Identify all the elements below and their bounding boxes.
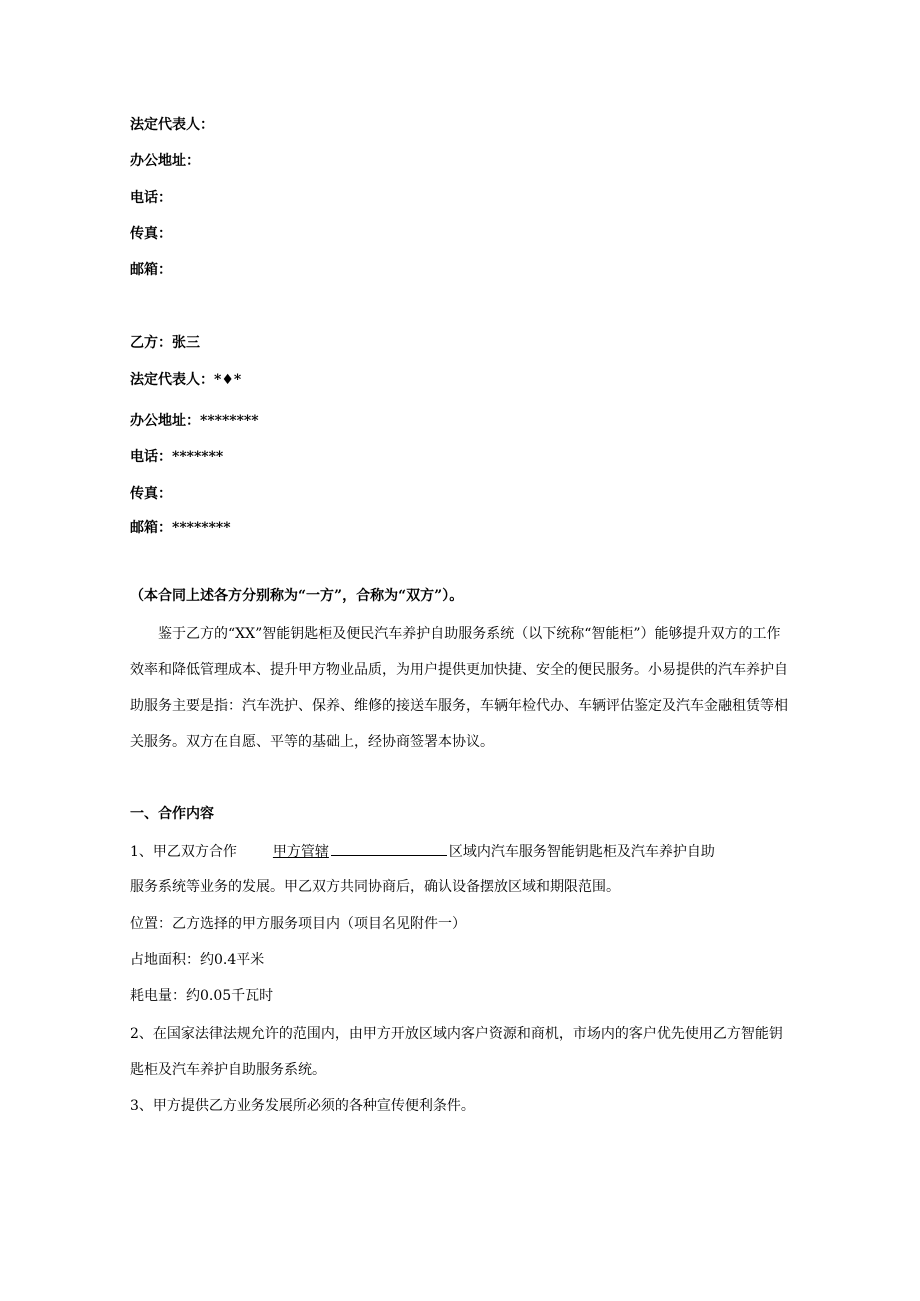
clause-1-underlined: 甲方管辖 [272, 844, 329, 860]
clause-3: 3、甲方提供乙方业务发展所必须的各种宣传便利条件。 [130, 1098, 475, 1114]
area-line: 占地面积：约0.4平米 [130, 952, 265, 968]
clause-2: 2、在国家法律法规允许的范围内，由甲方开放区域内客户资源和商机，市场内的客户优先使用乙方智能钥匙柜及汽车养护自助服务系统。 [130, 1026, 783, 1078]
preamble-paragraph [130, 616, 790, 760]
party-b-phone: 电话：******* [130, 449, 224, 465]
preamble-text: 鉴于乙方的“XX”智能钥匙柜及便民汽车养护自助服务系统（以下统称“智能柜”）能够提升双方的工作效率和降低管理成本、提升甲方物业品质，为用户提供更加快捷、安全的便民服务。小易提供的汽车养护自助服务主要是指：汽车洗护、保养、维修的接送车服务，车辆年检代办、车辆评估鉴定及汽车金融租赁等相关服务。双方在自愿、平等的基础上，经协商签署本协议。 [130, 626, 788, 750]
party-a-address: 办公地址： [130, 153, 200, 169]
clause-1-line-1 [130, 841, 715, 862]
fill-blank-line [331, 841, 447, 856]
parties-designation: （本合同上述各方分别称为“一方”，合称为“双方”）。 [130, 588, 464, 604]
party-b-legal-rep: 法定代表人：*♦* [130, 372, 242, 388]
clause-1-prefix: 1、甲乙双方合作 [130, 844, 237, 860]
clause-1-suffix: 区域内汽车服务智能钥匙柜及汽车养护自助 [448, 844, 715, 860]
party-b-fax: 传真： [130, 486, 172, 502]
clause-1-continuation: 服务系统等业务的发展。甲乙双方共同协商后，确认设备摆放区域和期限范围。 [130, 879, 620, 895]
location-line: 位置：乙方选择的甲方服务项目内（项目名见附件一） [130, 916, 466, 932]
party-a-email: 邮箱： [130, 262, 172, 278]
section-heading: 一、合作内容 [130, 806, 214, 822]
power-line: 耗电量：约0.05千瓦时 [130, 988, 274, 1004]
party-a-legal-rep: 法定代表人： [130, 117, 214, 133]
party-b-email: 邮箱：******** [130, 520, 231, 536]
party-a-fax: 传真： [130, 226, 172, 242]
party-a-phone: 电话： [130, 190, 172, 206]
party-b-name: 乙方：张三 [130, 335, 200, 351]
party-b-address: 办公地址：******** [130, 413, 259, 429]
